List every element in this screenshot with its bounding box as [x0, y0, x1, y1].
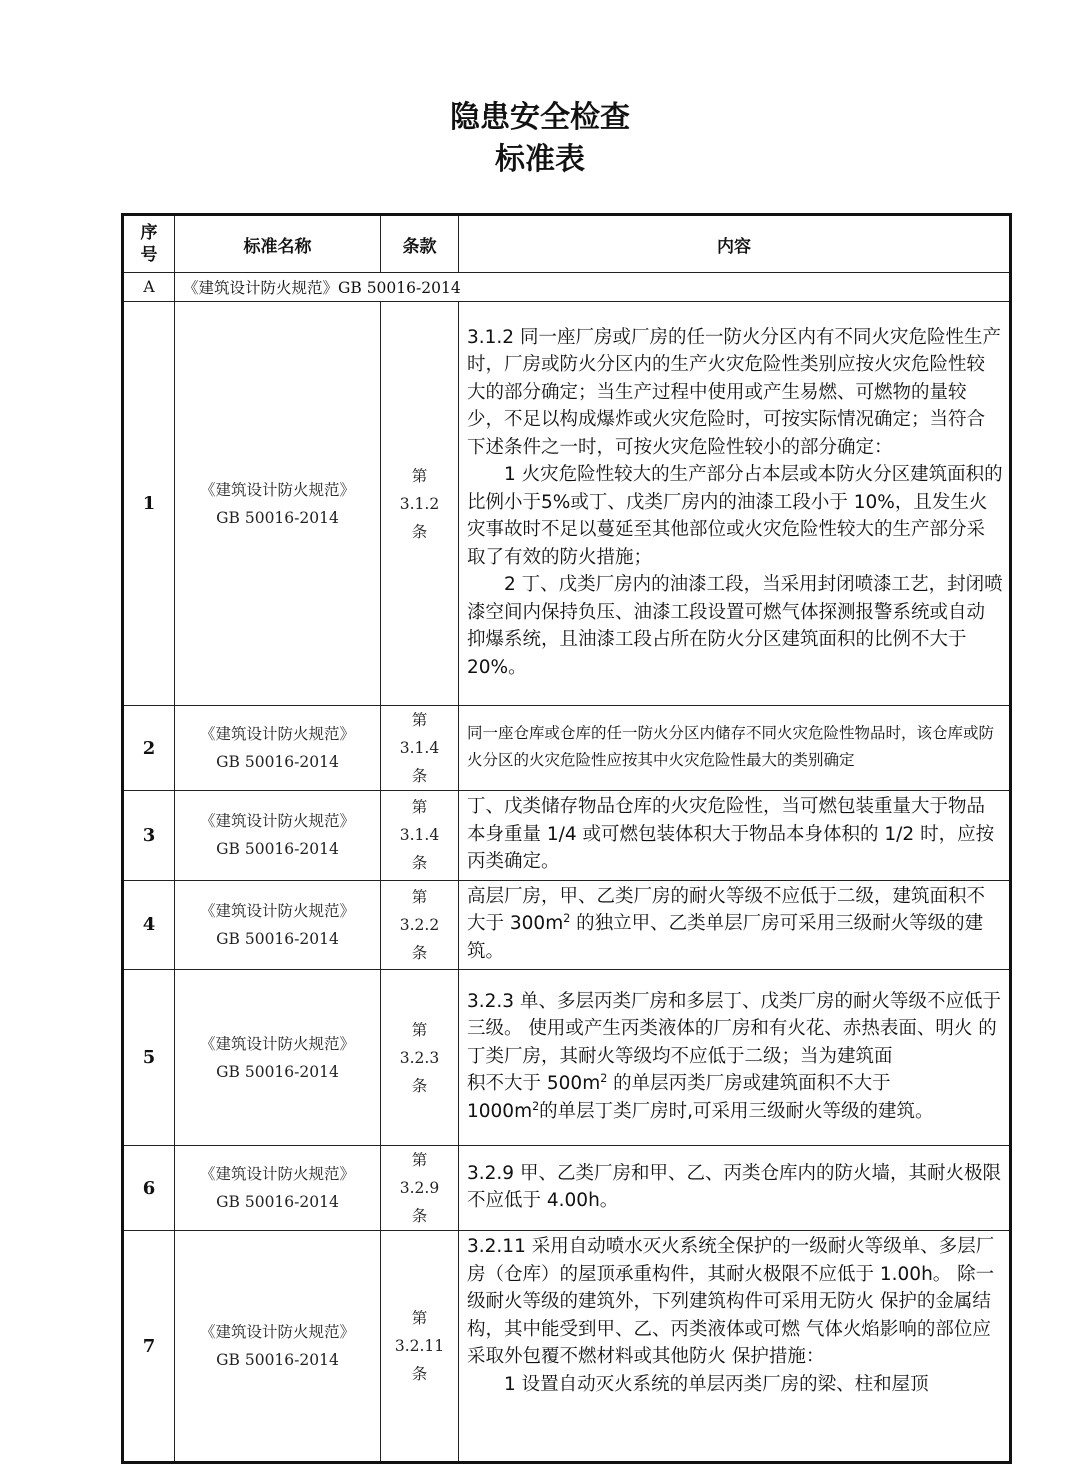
row-content: 3.1.2 同一座厂房或厂房的任一防火分区内有不同火灾危险性生产时，厂房或防火分区内的生产火灾危险性类别应按火灾危险性较大的部分确定；当生产过程中使用或产生易燃、可燃物的量较少，不足以构成爆炸或火灾危险时，可按实际情况确定；当符合下述条件之一时，可按火灾危险性较小的部分确定： 1 火灾危险性较大的生产部分占本层或本防火分区建筑面积的比例小于5%或丁、戊类厂房内的油漆工段小于 10%，且发生火灾事故时不足以蔓延至其他部位或火灾危险性较大的生产部分采取了有效的防火措施； 2 丁、戊类厂房内的油漆工段，当采用封闭喷漆工艺，封闭喷漆空间内保持负压、油漆工段设置可燃气体探测报警系统或自动抑爆系统，且油漆工段占所在防火分区建筑面积的比例不大于 20%。 [459, 302, 1011, 706]
section-title: 《建筑设计防火规范》GB 50016-2014 [175, 273, 1011, 302]
header-content: 内容 [459, 215, 1011, 273]
row-article: 第 3.1.4 条 [381, 791, 459, 881]
row-content: 3.2.11 采用自动喷水灭火系统全保护的一级耐火等级单、多层厂房（仓库）的屋顶承重构件，其耐火极限不应低于 1.00h。 除一级耐火等级的建筑外，下列建筑构件可采用无防火 保护的金属结构，其中能受到甲、乙、丙类液体或可燃 气体火焰影响的部位应采取外包覆不燃材料或其他防火 保护措施： 1 设置自动灭火系统的单层丙类厂房的梁、柱和屋顶 [459, 1231, 1011, 1463]
row-content: 3.2.3 单、多层丙类厂房和多层丁、戊类厂房的耐火等级不应低于三级。 使用或产生丙类液体的厂房和有火花、赤热表面、明火 的丁类厂房，其耐火等级均不应低于二级；当为建筑面 积不大于 $500m^2$ 的单层丙类厂房或建筑面积不大于 $1000m^2$的单层丁类厂房时,可采用三级耐火等级的建筑。 [459, 970, 1011, 1146]
row-standard: 《建筑设计防火规范》 GB 50016-2014 [175, 791, 381, 881]
row-number: 4 [123, 880, 175, 970]
table-row [123, 302, 1011, 706]
row-standard: 《建筑设计防火规范》 GB 50016-2014 [175, 1231, 381, 1463]
row-standard: 《建筑设计防火规范》 GB 50016-2014 [175, 880, 381, 970]
row-article: 第 3.2.11 条 [381, 1231, 459, 1463]
table-row [123, 706, 1011, 791]
row-number: 6 [123, 1146, 175, 1231]
table-row [123, 1231, 1011, 1463]
table-row [123, 791, 1011, 881]
header-seq: 序号 [123, 215, 175, 273]
header-standard: 标准名称 [175, 215, 381, 273]
row-content: 丁、戊类储存物品仓库的火灾危险性，当可燃包装重量大于物品本身重量 1/4 或可燃包装体积大于物品本身体积的 1/2 时，应按丙类确定。 [459, 791, 1011, 881]
row-article: 第 3.1.4 条 [381, 706, 459, 791]
row-number: 2 [123, 706, 175, 791]
row-content: 3.2.9 甲、乙类厂房和甲、乙、丙类仓库内的防火墙，其耐火极限不应低于 4.00h。 [459, 1146, 1011, 1231]
row-standard: 《建筑设计防火规范》 GB 50016-2014 [175, 706, 381, 791]
row-article: 第 3.2.9 条 [381, 1146, 459, 1231]
row-content: 高层厂房，甲、乙类厂房的耐火等级不应低于二级，建筑面积不大于 $300m^2$ 的独立甲、乙类单层厂房可采用三级耐火等级的建筑。 [459, 880, 1011, 970]
row-content: 同一座仓库或仓库的任一防火分区内储存不同火灾危险性物品时，该仓库或防火分区的火灾危险性应按其中火灾危险性最大的类别确定 [459, 706, 1011, 791]
row-number: 1 [123, 302, 175, 706]
section-letter: A [123, 273, 175, 302]
page-subtitle: 标准表 [495, 142, 585, 177]
header-article: 条款 [381, 215, 459, 273]
row-number: 5 [123, 970, 175, 1146]
page-title: 隐患安全检查 [450, 100, 630, 135]
row-article: 第 3.2.2 条 [381, 880, 459, 970]
row-standard: 《建筑设计防火规范》 GB 50016-2014 [175, 1146, 381, 1231]
row-standard: 《建筑设计防火规范》 GB 50016-2014 [175, 302, 381, 706]
row-article: 第 3.1.2 条 [381, 302, 459, 706]
table-row [123, 880, 1011, 970]
row-article: 第 3.2.3 条 [381, 970, 459, 1146]
section-row [123, 273, 1011, 302]
table-header-row [123, 215, 1011, 273]
table-row [123, 970, 1011, 1146]
row-number: 3 [123, 791, 175, 881]
row-number: 7 [123, 1231, 175, 1463]
table-row [123, 1146, 1011, 1231]
standards-table [121, 213, 1012, 1464]
row-standard: 《建筑设计防火规范》 GB 50016-2014 [175, 970, 381, 1146]
